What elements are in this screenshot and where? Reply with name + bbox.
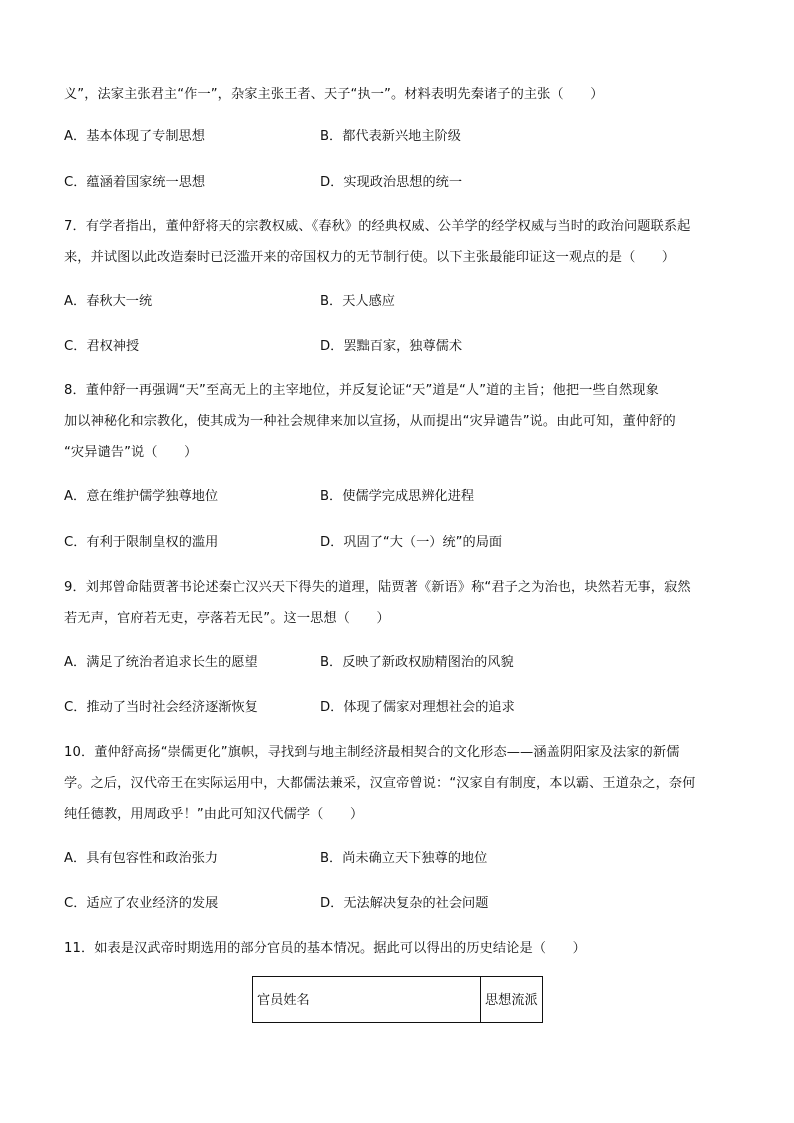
q6-option-a: A．基本体现了专制思想 (64, 129, 205, 144)
q6-option-d: D．实现政治思想的统一 (320, 175, 463, 190)
q8-option-b: B．使儒学完成思辨化进程 (320, 489, 475, 504)
q7-stem-line1: 7．有学者指出，董仲舒将天的宗教权威、《春秋》的经典权威、公羊学的经学权威与当时的政治问题联系起 (64, 219, 691, 234)
q7-option-b: B．天人感应 (320, 294, 395, 309)
q10-stem-line2: 学。之后，汉代帝王在实际运用中，大都儒法兼采，汉宣帝曾说：“汉家自有制度，本以霸、王道杂之，奈何 (64, 776, 696, 791)
q10-stem-line1: 10．董仲舒高扬“崇儒更化”旗帜，寻找到与地主制经济最相契合的文化形态——涵盖阴阳家及法家的新儒 (64, 745, 680, 760)
q6-option-c: C．蕴涵着国家统一思想 (64, 175, 206, 190)
q10-stem-line3: 纯任德教，用周政乎！”由此可知汉代儒学（ ） (64, 807, 364, 822)
q7-option-a: A．春秋大一统 (64, 294, 153, 309)
table-header-row (253, 977, 543, 1023)
q8-stem-line3: “灾异谴告”说（ ） (64, 445, 198, 460)
q9-option-d: D．体现了儒家对理想社会的追求 (320, 700, 515, 715)
q8-stem-line2: 加以神秘化和宗教化，使其成为一种社会规律来加以宣扬，从而提出“灾异谴告”说。由此可知，董仲舒的 (64, 414, 676, 429)
q8-option-d: D．巩固了“大（一）统”的局面 (320, 535, 503, 550)
q10-option-d: D．无法解决复杂的社会问题 (320, 896, 489, 911)
q10-option-b: B．尚未确立天下独尊的地位 (320, 851, 488, 866)
q10-option-c: C．适应了农业经济的发展 (64, 896, 219, 911)
header-official-name: 官员姓名 (253, 977, 481, 1023)
q9-option-a: A．满足了统治者追求长生的愿望 (64, 655, 258, 670)
q9-stem-line2: 若无声，官府若无吏，亭落若无民”。这一思想（ ） (64, 611, 390, 626)
q7-stem-line2: 来，并试图以此改造秦时已泛滥开来的帝国权力的无节制行使。以下主张最能印证这一观点的是（ ） (64, 250, 676, 265)
q7-option-c: C．君权神授 (64, 339, 140, 354)
q11-stem: 11．如表是汉武帝时期选用的部分官员的基本情况。据此可以得出的历史结论是（ ） (64, 941, 586, 956)
q9-option-c: C．推动了当时社会经济逐渐恢复 (64, 700, 258, 715)
q8-option-a: A．意在维护儒学独尊地位 (64, 489, 219, 504)
q10-option-a: A．具有包容性和政治张力 (64, 851, 219, 866)
q9-option-b: B．反映了新政权励精图治的风貌 (320, 655, 514, 670)
q6-option-b: B．都代表新兴地主阶级 (320, 129, 461, 144)
q6-stem: 义”，法家主张君主“作一”，杂家主张王者、天子“执一”。材料表明先秦诸子的主张（ ） (64, 87, 604, 102)
q8-stem-line1: 8．董仲舒一再强调“天”至高无上的主宰地位，并反复论证“天”道是“人”道的主旨；他把一些自然现象 (64, 383, 659, 398)
header-school-of-thought: 思想流派 (481, 977, 543, 1023)
officials-table (252, 976, 543, 1023)
q9-stem-line1: 9．刘邦曾命陆贾著书论述秦亡汉兴天下得失的道理，陆贾著《新语》称“君子之为治也，块然若无事，寂然 (64, 580, 691, 595)
q8-option-c: C．有利于限制皇权的滥用 (64, 535, 219, 550)
q7-option-d: D．罢黜百家，独尊儒术 (320, 339, 463, 354)
